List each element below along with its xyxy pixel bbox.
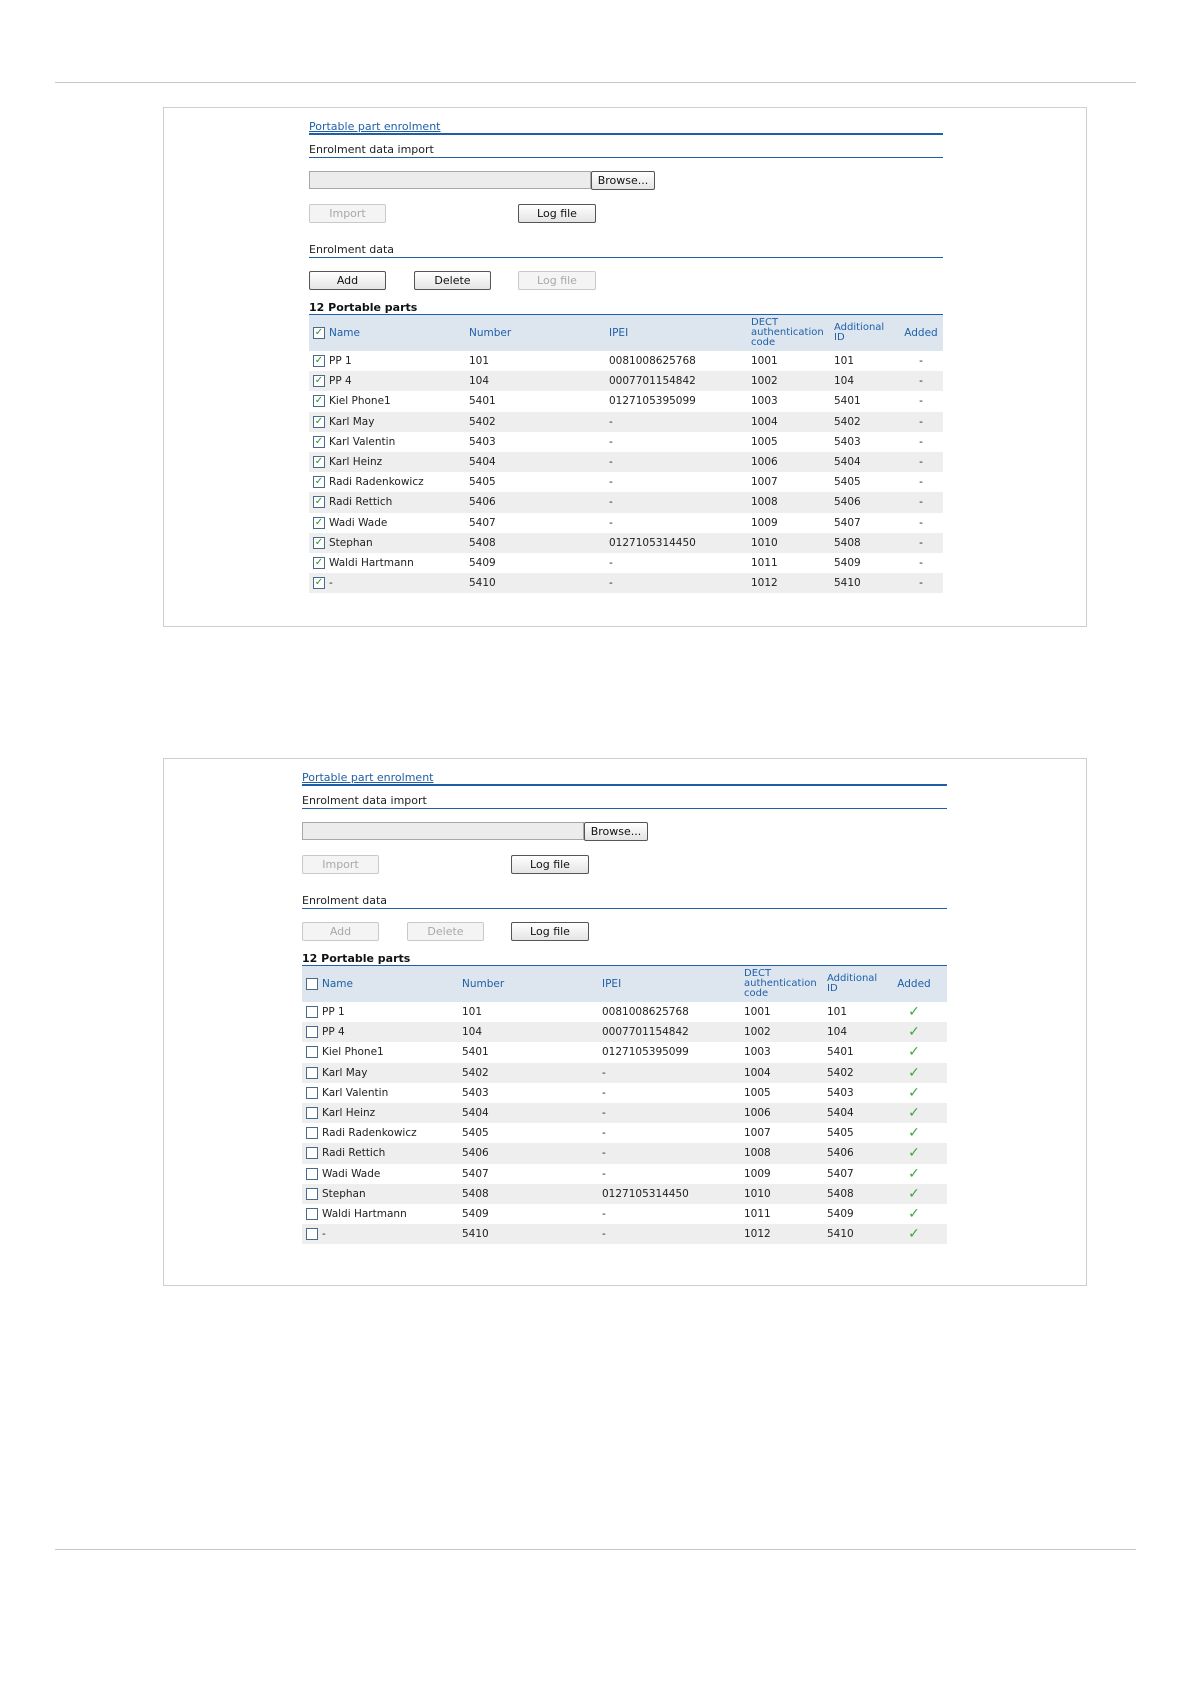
row-additional-id: 5410 <box>827 1228 854 1241</box>
row-checkbox[interactable] <box>306 1188 318 1200</box>
table-row[interactable] <box>309 513 943 533</box>
row-auth-code: 1001 <box>751 355 778 367</box>
row-added: - <box>919 536 923 549</box>
row-additional-id: 5403 <box>827 1086 854 1099</box>
row-additional-id: 5401 <box>834 395 861 408</box>
row-checkbox[interactable]: ✓ <box>314 395 324 407</box>
row-checkbox[interactable] <box>306 1006 318 1018</box>
row-name: Karl Heinz <box>329 456 383 468</box>
row-number: 5410 <box>469 577 496 590</box>
row-name: Karl Heinz <box>322 1107 376 1119</box>
row-name: Waldi Hartmann <box>322 1208 407 1220</box>
added-check-icon: ✓ <box>908 1145 920 1162</box>
row-ipei: 0007701154842 <box>602 1026 689 1039</box>
row-additional-id: 104 <box>834 375 855 388</box>
row-additional-id: 5405 <box>827 1127 854 1140</box>
row-additional-id: 5406 <box>834 496 861 509</box>
dect-header-line-3: code <box>751 337 776 348</box>
row-checkbox[interactable]: ✓ <box>314 557 324 568</box>
row-auth-code: 1004 <box>751 415 778 428</box>
import-subtitle: Enrolment data import <box>302 794 427 807</box>
row-auth-code: 1001 <box>744 1006 771 1018</box>
enrolment-data-subtitle: Enrolment data <box>302 894 388 907</box>
section-title: Portable part enrolment <box>309 120 441 133</box>
row-additional-id: 5406 <box>827 1147 854 1160</box>
row-ipei: - <box>602 1127 606 1140</box>
name-header-label: Name <box>322 977 353 990</box>
added-check-icon: ✓ <box>908 1105 920 1121</box>
row-name: Karl Valentin <box>322 1086 389 1099</box>
row-checkbox[interactable]: ✓ <box>314 456 324 467</box>
row-name: Radi Radenkowicz <box>329 476 424 489</box>
table-row[interactable] <box>302 1184 947 1204</box>
row-number: 5402 <box>469 415 496 428</box>
table-row[interactable] <box>309 391 943 411</box>
enrolment-data-subtitle: Enrolment data <box>309 243 395 256</box>
enrolment-data-underline <box>302 908 947 909</box>
row-added: - <box>919 557 923 569</box>
portable-parts-count: 12 Portable parts <box>309 301 418 314</box>
row-ipei: 0081008625768 <box>609 355 696 367</box>
import-subtitle: Enrolment data import <box>309 143 434 156</box>
bottom-divider <box>55 1549 1136 1550</box>
number-header-label: Number <box>462 977 505 990</box>
row-number: 5403 <box>469 435 496 448</box>
row-checkbox[interactable] <box>306 1127 318 1139</box>
additional-id-header-line-2: ID <box>834 332 845 343</box>
added-check-icon: ✓ <box>908 1024 920 1041</box>
row-checkbox[interactable] <box>306 1046 318 1058</box>
added-header-label: Added <box>904 326 938 339</box>
import-subtitle-underline <box>309 157 943 158</box>
row-auth-code: 1004 <box>744 1066 771 1079</box>
row-checkbox[interactable]: ✓ <box>314 577 324 589</box>
row-checkbox[interactable]: ✓ <box>314 496 324 508</box>
row-name: Karl May <box>322 1066 368 1079</box>
row-added: - <box>919 435 923 448</box>
row-auth-code: 1010 <box>751 536 778 549</box>
added-check-icon: ✓ <box>908 1064 920 1081</box>
row-auth-code: 1009 <box>751 516 778 529</box>
row-auth-code: 1006 <box>744 1107 771 1119</box>
row-checkbox[interactable] <box>306 1067 318 1079</box>
row-name: - <box>329 577 333 590</box>
row-checkbox[interactable] <box>306 1147 318 1159</box>
name-header[interactable] <box>306 966 456 1002</box>
row-checkbox[interactable] <box>306 1228 318 1240</box>
row-additional-id: 5402 <box>834 415 861 428</box>
row-auth-code: 1011 <box>751 557 778 569</box>
row-name: Stephan <box>329 536 373 549</box>
row-number: 5406 <box>462 1147 489 1160</box>
browse-button[interactable]: Browse... <box>591 171 655 190</box>
table-row[interactable] <box>309 432 943 452</box>
row-ipei: 0127105314450 <box>602 1187 689 1200</box>
add-button[interactable]: Add <box>302 922 379 941</box>
delete-button[interactable]: Delete <box>414 271 491 290</box>
row-auth-code: 1006 <box>751 456 778 468</box>
row-number: 5408 <box>469 536 496 549</box>
added-check-icon: ✓ <box>908 1044 920 1061</box>
table-row[interactable] <box>309 553 943 573</box>
added-check-icon: ✓ <box>908 1165 920 1182</box>
row-additional-id: 5401 <box>827 1046 854 1059</box>
row-checkbox[interactable]: ✓ <box>314 516 324 528</box>
row-ipei: 0127105314450 <box>609 536 696 549</box>
row-number: 5409 <box>462 1208 489 1220</box>
row-ipei: - <box>609 557 613 569</box>
row-additional-id: 5407 <box>834 516 861 529</box>
row-auth-code: 1007 <box>751 476 778 489</box>
row-auth-code: 1007 <box>744 1127 771 1140</box>
row-additional-id: 5404 <box>834 456 861 468</box>
dect-auth-header <box>751 315 824 351</box>
section-title-underline <box>302 784 947 786</box>
enrolment-data-underline <box>309 257 943 258</box>
row-auth-code: 1010 <box>744 1187 771 1200</box>
table-row[interactable] <box>302 1123 947 1143</box>
added-check-icon: ✓ <box>908 1084 920 1101</box>
row-additional-id: 5410 <box>834 577 861 590</box>
additional-id-header-line-2: ID <box>827 983 838 994</box>
row-checkbox[interactable]: ✓ <box>314 415 324 427</box>
import-button[interactable]: Import <box>302 855 379 874</box>
row-checkbox[interactable]: ✓ <box>314 536 324 548</box>
row-ipei: - <box>602 1208 606 1220</box>
table-row[interactable] <box>302 1042 947 1062</box>
table-row[interactable] <box>309 472 943 492</box>
row-number: 5403 <box>462 1086 489 1099</box>
ipei-header <box>602 966 621 1002</box>
number-header-label: Number <box>469 326 512 339</box>
row-ipei: 0127105395099 <box>602 1046 689 1059</box>
row-number: 5405 <box>469 476 496 489</box>
row-number: 5409 <box>469 557 496 569</box>
row-additional-id: 5407 <box>827 1167 854 1180</box>
dect-header-line-2: authentication <box>751 327 824 338</box>
section-title-underline <box>309 133 943 135</box>
row-ipei: - <box>602 1086 606 1099</box>
row-name: Wadi Wade <box>322 1167 381 1180</box>
additional-id-header <box>834 315 884 351</box>
row-number: 5406 <box>469 496 496 509</box>
additional-id-header-line-1: Additional <box>827 973 878 984</box>
row-checkbox[interactable] <box>306 1208 318 1220</box>
row-name: PP 1 <box>329 355 352 367</box>
row-number: 104 <box>469 375 490 388</box>
row-added: - <box>919 456 923 468</box>
import-button[interactable]: Import <box>309 204 386 223</box>
row-number: 5407 <box>462 1167 489 1180</box>
data-log-file-button[interactable]: Log file <box>518 271 596 290</box>
row-auth-code: 1012 <box>744 1228 771 1241</box>
table-row[interactable] <box>302 1204 947 1224</box>
row-number: 5402 <box>462 1066 489 1079</box>
table-row[interactable] <box>302 1083 947 1103</box>
row-name: - <box>322 1228 326 1241</box>
row-additional-id: 5404 <box>827 1107 854 1119</box>
number-header <box>462 966 504 1002</box>
row-additional-id: 5409 <box>834 557 861 569</box>
row-checkbox[interactable] <box>306 1107 318 1119</box>
row-auth-code: 1008 <box>751 496 778 509</box>
row-auth-code: 1002 <box>744 1026 771 1039</box>
row-number: 101 <box>469 355 490 367</box>
row-auth-code: 1008 <box>744 1147 771 1160</box>
row-added: - <box>919 395 923 408</box>
added-header <box>892 966 936 1002</box>
row-ipei: - <box>602 1107 606 1119</box>
row-auth-code: 1003 <box>744 1046 771 1059</box>
row-ipei: 0007701154842 <box>609 375 696 388</box>
row-additional-id: 5408 <box>827 1187 854 1200</box>
row-number: 5407 <box>469 516 496 529</box>
row-checkbox[interactable]: ✓ <box>314 375 324 387</box>
row-auth-code: 1011 <box>744 1208 771 1220</box>
row-name: Radi Radenkowicz <box>322 1127 417 1140</box>
name-header[interactable] <box>313 315 463 351</box>
table-row[interactable] <box>302 1022 947 1042</box>
added-check-icon: ✓ <box>908 1185 920 1202</box>
row-additional-id: 101 <box>827 1006 848 1018</box>
row-ipei: - <box>609 476 613 489</box>
number-header <box>469 315 511 351</box>
row-checkbox[interactable]: ✓ <box>314 355 324 366</box>
row-number: 104 <box>462 1026 483 1039</box>
row-checkbox[interactable] <box>306 1026 318 1038</box>
row-added: - <box>919 355 923 367</box>
dect-header-line-2: authentication <box>744 978 817 989</box>
row-number: 5404 <box>462 1107 489 1119</box>
row-additional-id: 5403 <box>834 435 861 448</box>
table-row[interactable] <box>309 452 943 472</box>
row-auth-code: 1012 <box>751 577 778 590</box>
row-number: 5404 <box>469 456 496 468</box>
table-header <box>302 966 947 1002</box>
table-row[interactable] <box>309 412 943 432</box>
top-divider <box>55 82 1136 83</box>
row-ipei: - <box>609 577 613 590</box>
row-added: - <box>919 577 923 590</box>
row-added: - <box>919 516 923 529</box>
row-added: - <box>919 375 923 388</box>
row-additional-id: 101 <box>834 355 855 367</box>
table-row[interactable] <box>302 1224 947 1244</box>
table-row[interactable] <box>302 1103 947 1123</box>
browse-button[interactable]: Browse... <box>584 822 648 841</box>
row-ipei: - <box>609 415 613 428</box>
row-ipei: - <box>609 496 613 509</box>
row-checkbox[interactable] <box>306 1087 318 1099</box>
data-log-file-button[interactable]: Log file <box>511 922 589 941</box>
row-checkbox[interactable]: ✓ <box>314 476 324 488</box>
row-name: PP 1 <box>322 1006 345 1018</box>
table-row[interactable] <box>309 573 943 593</box>
table-row[interactable] <box>302 1063 947 1083</box>
row-ipei: - <box>602 1147 606 1160</box>
row-name: Stephan <box>322 1187 366 1200</box>
row-additional-id: 104 <box>827 1026 848 1039</box>
row-auth-code: 1009 <box>744 1167 771 1180</box>
row-additional-id: 5409 <box>827 1208 854 1220</box>
row-number: 5405 <box>462 1127 489 1140</box>
ipei-header-label: IPEI <box>602 977 622 990</box>
row-ipei: - <box>609 456 613 468</box>
row-added: - <box>919 496 923 509</box>
row-name: Waldi Hartmann <box>329 557 414 569</box>
row-name: Karl May <box>329 415 375 428</box>
dect-auth-header <box>744 966 817 1002</box>
row-ipei: - <box>602 1066 606 1079</box>
add-button[interactable]: Add <box>309 271 386 290</box>
row-auth-code: 1005 <box>751 435 778 448</box>
row-additional-id: 5402 <box>827 1066 854 1079</box>
row-number: 5410 <box>462 1228 489 1241</box>
row-auth-code: 1003 <box>751 395 778 408</box>
row-additional-id: 5408 <box>834 536 861 549</box>
row-number: 5401 <box>462 1046 489 1059</box>
table-row[interactable] <box>309 492 943 512</box>
row-checkbox[interactable] <box>306 1168 318 1180</box>
added-check-icon: ✓ <box>908 1226 920 1243</box>
dect-header-line-3: code <box>744 988 769 999</box>
table-row[interactable] <box>309 533 943 553</box>
table-row[interactable] <box>302 1164 947 1184</box>
row-name: Kiel Phone1 <box>329 395 391 408</box>
row-name: Karl Valentin <box>329 435 396 448</box>
portable-parts-count: 12 Portable parts <box>302 952 411 965</box>
select-all-checkbox[interactable]: ✓ <box>314 327 324 338</box>
row-ipei: 0081008625768 <box>602 1006 689 1018</box>
ipei-header <box>609 315 628 351</box>
row-number: 101 <box>462 1006 483 1018</box>
ipei-header-label: IPEI <box>609 326 629 339</box>
row-additional-id: 5405 <box>834 476 861 489</box>
row-ipei: - <box>609 435 613 448</box>
select-all-checkbox[interactable] <box>306 978 318 990</box>
file-path-input[interactable] <box>302 822 584 840</box>
dect-header-line-1: DECT <box>744 968 772 979</box>
file-path-input[interactable] <box>309 171 591 189</box>
added-check-icon: ✓ <box>908 1125 920 1142</box>
row-ipei: - <box>602 1167 606 1180</box>
delete-button[interactable]: Delete <box>407 922 484 941</box>
row-ipei: - <box>609 516 613 529</box>
row-ipei: - <box>602 1228 606 1241</box>
added-header <box>899 315 943 351</box>
table-row[interactable] <box>302 1002 947 1022</box>
section-title: Portable part enrolment <box>302 771 434 784</box>
row-number: 5408 <box>462 1187 489 1200</box>
dect-header-line-1: DECT <box>751 317 779 328</box>
additional-id-header-line-1: Additional <box>834 322 885 333</box>
row-auth-code: 1005 <box>744 1086 771 1099</box>
row-ipei: 0127105395099 <box>609 395 696 408</box>
row-name: Radi Rettich <box>329 496 393 509</box>
table-header <box>309 315 943 351</box>
row-number: 5401 <box>469 395 496 408</box>
table-row[interactable] <box>309 351 943 371</box>
added-check-icon: ✓ <box>908 1004 920 1020</box>
row-name: Radi Rettich <box>322 1147 386 1160</box>
row-added: - <box>919 476 923 489</box>
table-row[interactable] <box>309 371 943 391</box>
import-log-file-button[interactable]: Log file <box>511 855 589 874</box>
row-checkbox[interactable]: ✓ <box>314 435 324 447</box>
additional-id-header <box>827 966 877 1002</box>
table-row[interactable] <box>302 1143 947 1163</box>
import-log-file-button[interactable]: Log file <box>518 204 596 223</box>
name-header-label: Name <box>329 326 360 339</box>
row-name: PP 4 <box>329 375 352 388</box>
row-name: PP 4 <box>322 1026 345 1039</box>
added-header-label: Added <box>897 977 931 990</box>
row-auth-code: 1002 <box>751 375 778 388</box>
row-name: Kiel Phone1 <box>322 1046 384 1059</box>
added-check-icon: ✓ <box>908 1206 920 1222</box>
import-subtitle-underline <box>302 808 947 809</box>
row-name: Wadi Wade <box>329 516 388 529</box>
row-added: - <box>919 415 923 428</box>
